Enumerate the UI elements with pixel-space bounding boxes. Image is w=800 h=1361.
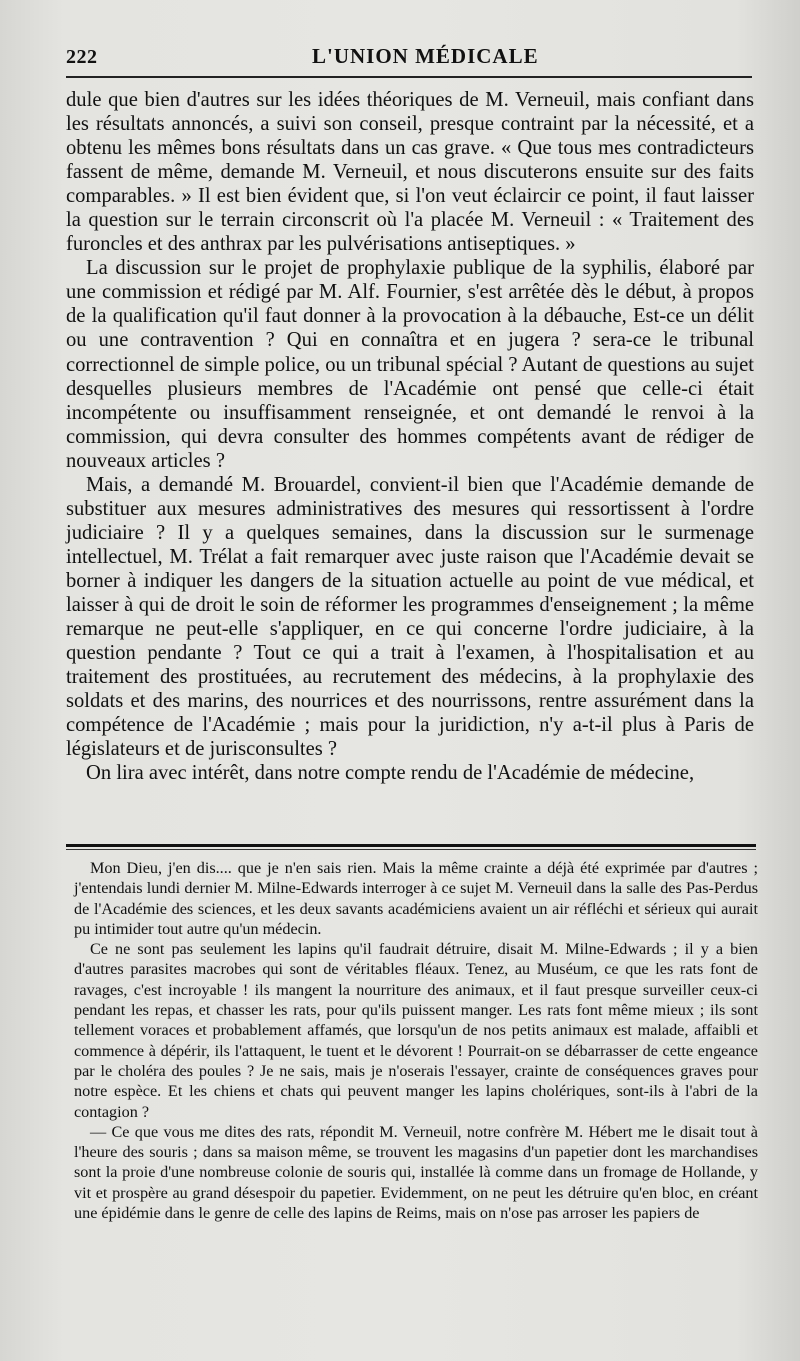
running-title: L'UNION MÉDICALE <box>312 44 539 68</box>
main-text <box>66 88 754 785</box>
notes-separator-thin <box>66 849 756 850</box>
body-paragraph: On lira avec intérêt, dans notre compte rendu de l'Académie de médecine, <box>86 762 695 785</box>
notes-paragraph: Mon Dieu, j'en dis.... que je n'en sais rien. Mais la même crainte a déjà été exprimée par d'autres ; j'entendais lundi dernier M. Milne-Edwards interroger à ce sujet M. Verneuil dans la salle des Pas-Perdus de l'Académie des sciences, et les deux savants académiciens avaient un air réfléchi et sérieux qui aurait pu intimider tout autre qu'un médecin. <box>74 859 758 938</box>
notes-paragraph: — Ce que vous me dites des rats, répondit M. Verneuil, notre confrère M. Hébert me le disait tout à l'heure des souris ; dans sa maison même, se trouvent les magasins d'un papetier dont les marchandises sont la proie d'une nombreuse colonie de souris qui, installée là comme dans un fromage de Hollande, y vit et prospère au grand désespoir du papetier. Evidemment, on ne peut les détruire qu'en bloc, en créant une épidémie dans le genre de celle des lapins de Reims, mais on n'ose pas arroser les papiers de <box>74 1122 758 1223</box>
page-header <box>66 44 756 72</box>
notes-separator-thick <box>66 844 756 847</box>
header-rule <box>66 76 752 78</box>
feuilleton-notes <box>74 858 758 1223</box>
body-paragraph: La discussion sur le projet de prophylaxie publique de la syphilis, élaboré par une commission et rédigé par M. Alf. Fournier, s'est arrêtée dès le début, à propos de la qualification qu'il faut donner à la provocation à la débauche, Est-ce un délit ou une contravention ? Qui en connaîtra et en jugera ? sera-ce le tribunal correctionnel de simple police, ou un tribunal spécial ? Autant de questions au sujet desquelles plusieurs membres de l'Académie ont pensé que celle-ci était incompétente ou insuffisamment renseignée, et ont demandé le renvoi à la commission, qui devra consulter des hommes compétents avant de rédiger de nouveaux articles ? <box>66 257 754 472</box>
body-paragraph: dule que bien d'autres sur les idées théoriques de M. Verneuil, mais confiant dans les résultats annoncés, a suivi son conseil, presque contraint par la nécessité, et a obtenu les mêmes bons résultats dans un cas grave. « Que tous mes contradicteurs fassent de même, demande M. Verneuil, et nous discuterons ensuite sur des faits comparables. » Il est bien évident que, si l'on veut éclaircir ce point, il faut laisser la question sur le terrain circonscrit où l'a placée M. Verneuil : « Traitement des furoncles et des anthrax par les pulvérisations antiseptiques. » <box>66 89 754 256</box>
page-number: 222 <box>66 46 98 68</box>
body-paragraph: Mais, a demandé M. Brouardel, convient-il bien que l'Académie demande de substituer aux mesures administratives des mesures qui ressortissent à l'ordre judiciaire ? Il y a quelques semaines, dans la discussion sur le surmenage intellectuel, M. Trélat a fait remarquer avec juste raison que l'Académie devait se borner à indiquer les dangers de la situation actuelle au point de vue médical, et laisser à qui de droit le soin de réformer les programmes d'enseignement ; la même remarque ne peut-elle s'appliquer, en ce qui concerne l'ordre judiciaire, à la question pendante ? Tout ce qui a trait à l'examen, à l'hospitalisation et au traitement des prostituées, au recrutement des médecins, à la prophylaxie des soldats et des marins, des nourrices et des nourrissons, rentre assurément dans la compétence de l'Académie ; mais pour la juridiction, n'y a-t-il plus à Paris de législateurs et de jurisconsultes ? <box>66 473 754 761</box>
notes-paragraph: Ce ne sont pas seulement les lapins qu'il faudrait détruire, disait M. Milne-Edwards ; il y a bien d'autres parasites macrobes qui sont de véritables fléaux. Tenez, au Muséum, ce que les rats font de ravages, c'est incroyable ! ils mangent la nourriture des animaux, et il faut presque surveiller ceux-ci pendant les repas, et chasser les rats, pour qu'ils puissent manger. Les rats font même mieux ; ils sont tellement voraces et probablement affamés, que lorsqu'un de nos petits animaux est malade, affaibli et commence à dépérir, ils l'attaquent, le tuent et le dévorent ! Pourrait-on se débarrasser de cette engeance par le choléra des poules ? Je ne sais, mais je n'oserais l'essayer, crainte de conséquences graves pour notre espèce. Et les chiens et chats qui peuvent manger les lapins cholériques, sont-ils à l'abri de la contagion ? <box>74 940 758 1121</box>
